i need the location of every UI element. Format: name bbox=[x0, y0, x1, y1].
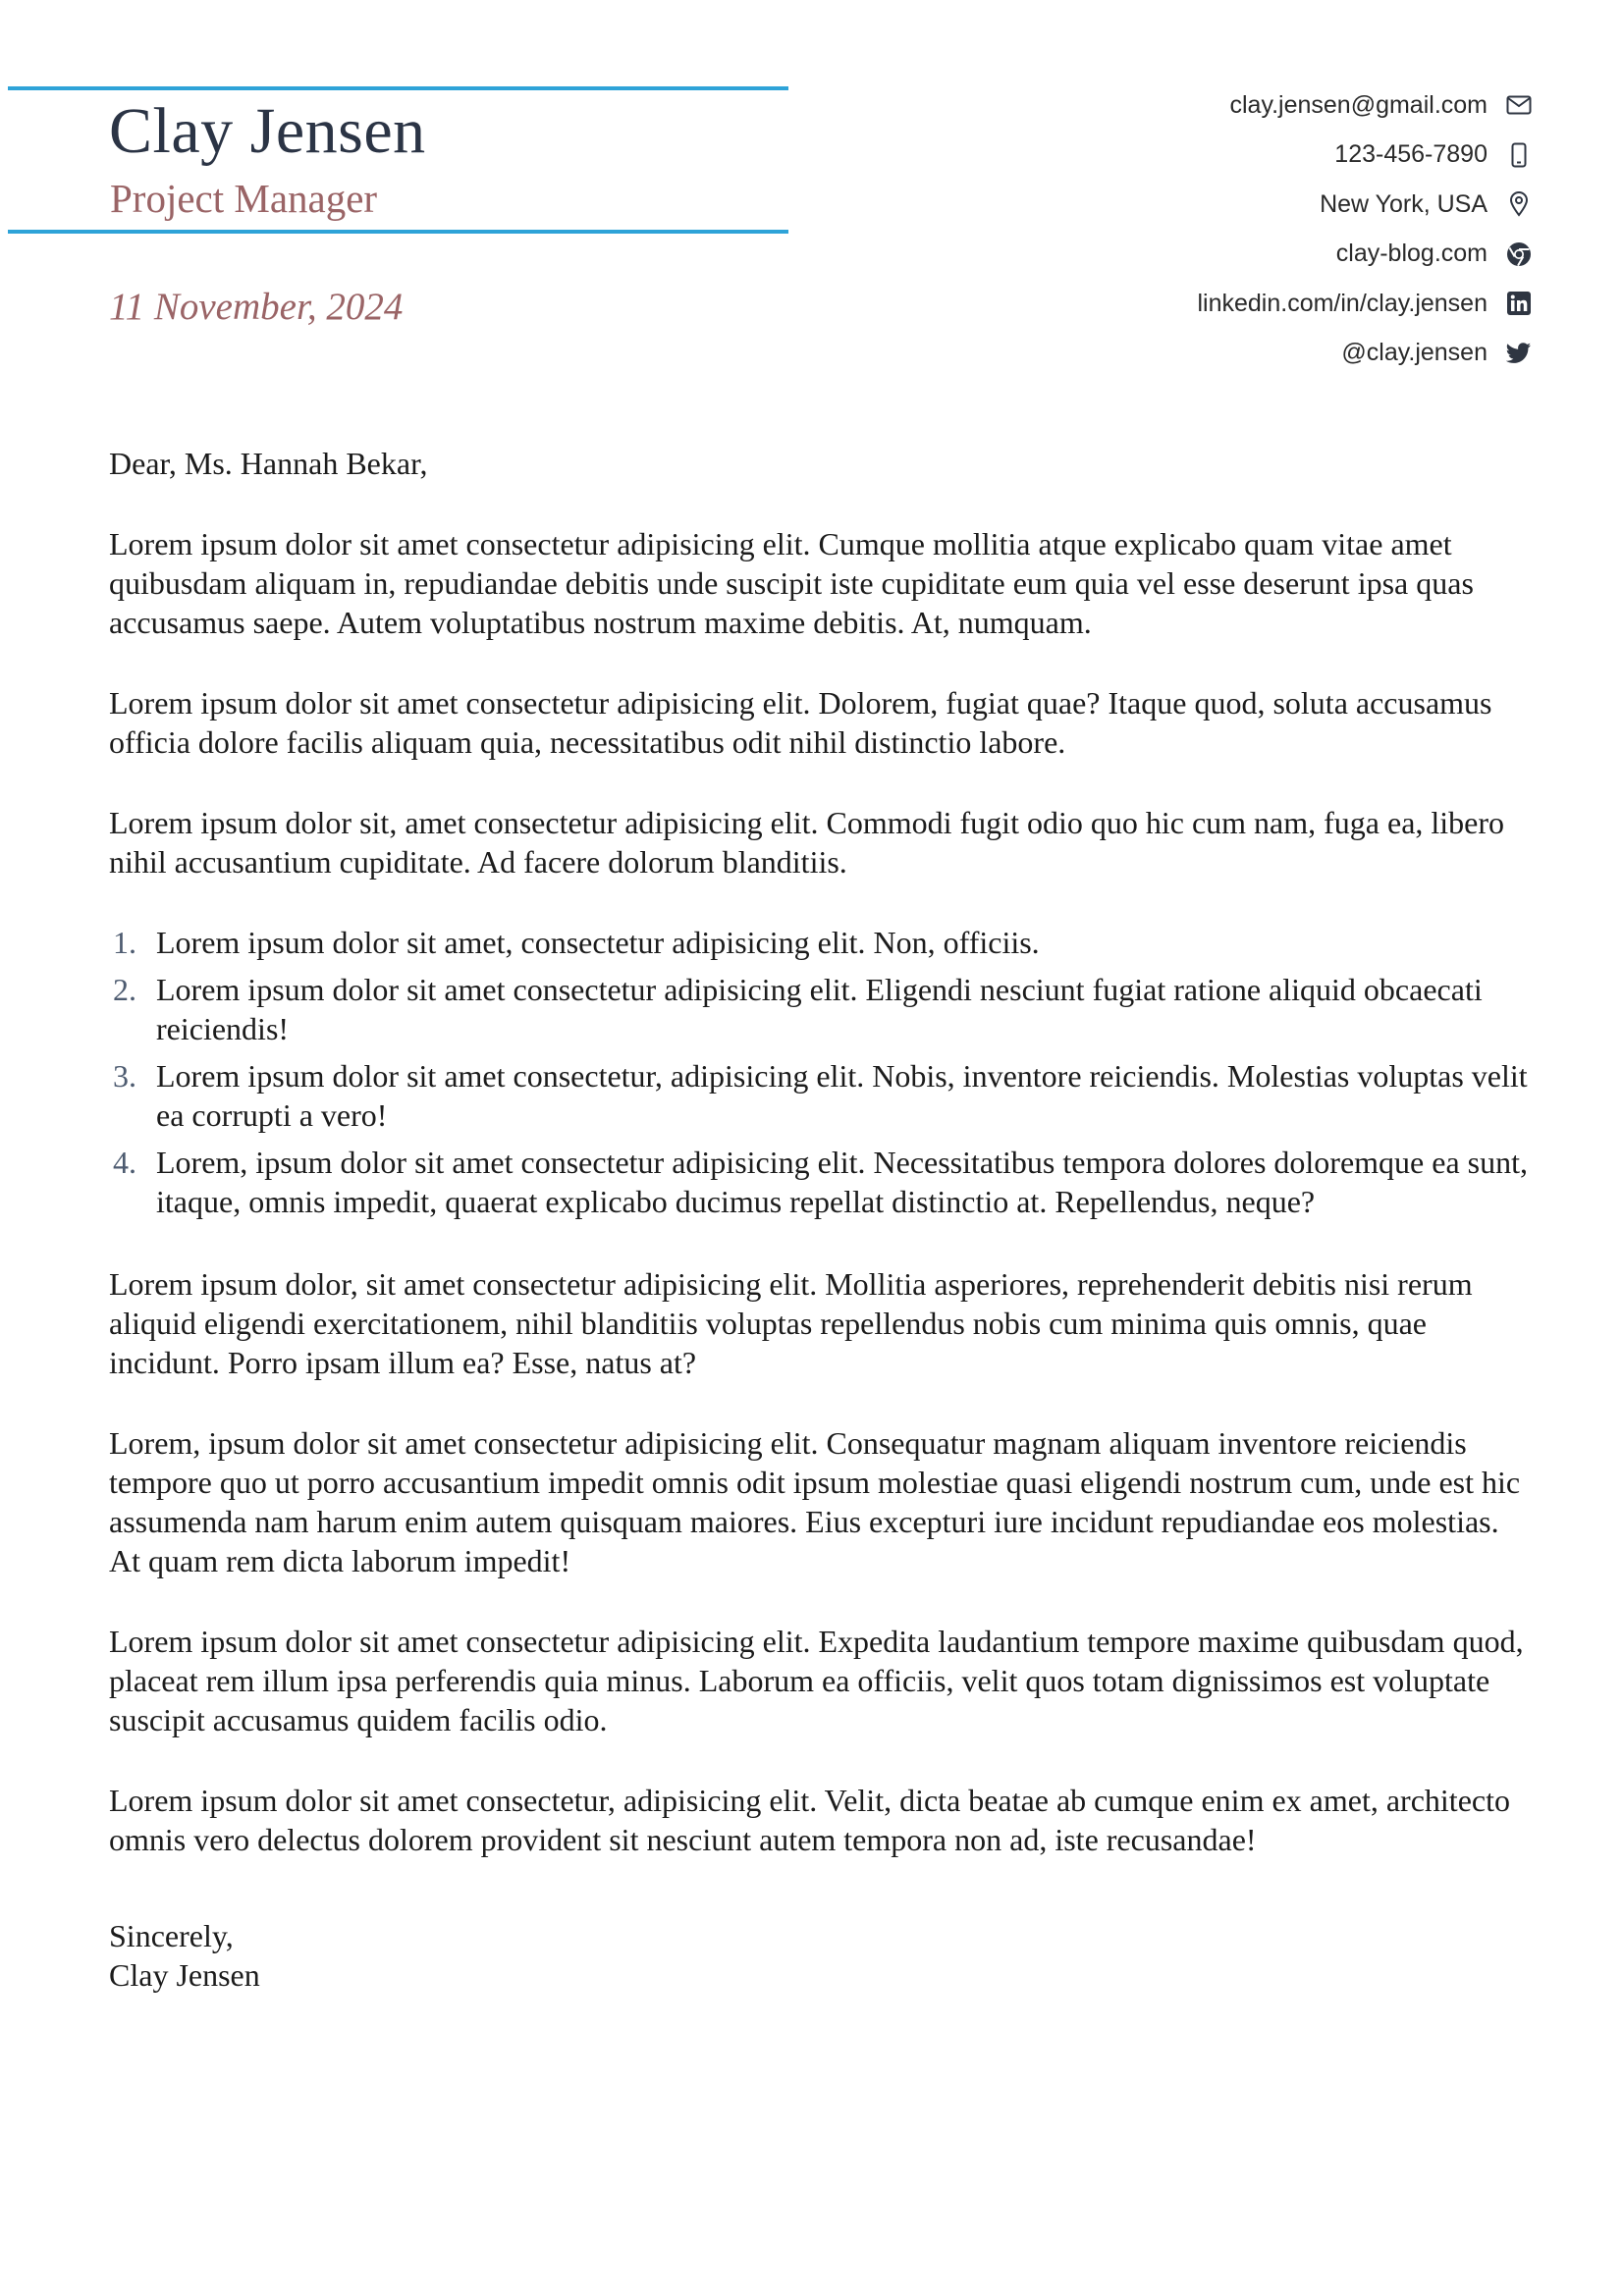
intro-paragraph-2: Lorem ipsum dolor sit amet consectetur adipisicing elit. Dolorem, fugiat quae? Itaque quod, soluta accusamus officia dolore facilis aliquam quia, necessitatibus odit nihil distinctio labore. bbox=[109, 685, 1492, 760]
phone-icon bbox=[1505, 141, 1533, 169]
contact-linkedin-text: linkedin.com/in/clay.jensen bbox=[1197, 289, 1488, 317]
location-pin-icon bbox=[1505, 190, 1533, 218]
list-item bbox=[109, 1056, 1528, 1135]
list-item bbox=[109, 923, 1528, 962]
closing-block bbox=[109, 1916, 1528, 1995]
contact-email-text: clay.jensen@gmail.com bbox=[1229, 90, 1488, 119]
list-item-number: 1. bbox=[113, 925, 136, 960]
contact-twitter-text: @clay.jensen bbox=[1341, 339, 1488, 367]
contact-location bbox=[924, 180, 1533, 230]
chrome-icon bbox=[1505, 240, 1533, 268]
contact-phone-text: 123-456-7890 bbox=[1334, 140, 1488, 169]
contact-location-text: New York, USA bbox=[1320, 189, 1488, 218]
header-bottom-rule bbox=[8, 230, 788, 234]
list-item-number: 4. bbox=[113, 1145, 136, 1180]
salutation: Dear, Ms. Hannah Bekar, bbox=[109, 446, 428, 481]
contact-website[interactable] bbox=[924, 230, 1533, 280]
list-item bbox=[109, 1143, 1528, 1221]
list-item-text: Lorem ipsum dolor sit amet, consectetur adipisicing elit. Non, officiis. bbox=[156, 925, 1040, 960]
contact-list bbox=[924, 80, 1533, 378]
list-item-text: Lorem, ipsum dolor sit amet consectetur adipisicing elit. Necessitatibus tempora dolores doloremque ea sunt, itaque, omnis impedit, quaerat explicabo ducimus repellat distinctio at. Repellendus, neque? bbox=[156, 1145, 1528, 1219]
letter-date: 11 November, 2024 bbox=[109, 286, 404, 328]
contact-phone[interactable] bbox=[924, 131, 1533, 181]
closing-phrase: Sincerely, bbox=[109, 1918, 234, 1953]
applicant-name: Clay Jensen bbox=[109, 95, 426, 167]
intro-paragraph-3: Lorem ipsum dolor sit, amet consectetur adipisicing elit. Commodi fugit odio quo hic cum nam, fuga ea, libero nihil accusantium cupiditate. Ad facere dolorum blanditiis. bbox=[109, 805, 1505, 880]
list-item bbox=[109, 970, 1528, 1048]
list-item-text: Lorem ipsum dolor sit amet consectetur, adipisicing elit. Nobis, inventore reiciendis. Molestias voluptas velit ea corrupti a vero! bbox=[156, 1058, 1528, 1133]
list-item-text: Lorem ipsum dolor sit amet consectetur adipisicing elit. Eligendi nesciunt fugiat ratione aliquid obcaecati reiciendis! bbox=[156, 972, 1483, 1046]
contact-linkedin[interactable] bbox=[924, 279, 1533, 329]
contact-twitter[interactable] bbox=[924, 329, 1533, 379]
contact-email[interactable] bbox=[924, 80, 1533, 131]
contact-website-text: clay-blog.com bbox=[1335, 240, 1488, 268]
list-item-number: 3. bbox=[113, 1058, 136, 1094]
body-paragraph-3: Lorem ipsum dolor sit amet consectetur adipisicing elit. Expedita laudantium tempore maxime quibusdam quod, placeat rem illum ipsa perferendis quia minus. Laborum ea officiis, velit quos totam dignissimos est voluptate suscipit accusamus quidem facilis odio. bbox=[109, 1624, 1524, 1737]
letter-body bbox=[109, 444, 1528, 1995]
body-paragraph-1: Lorem ipsum dolor, sit amet consectetur adipisicing elit. Mollitia asperiores, reprehenderit debitis nisi rerum aliquid eligendi exercitationem, nihil blanditiis voluptas repellendus nobis cum minima quis omnis, quae incidunt. Porro ipsam illum ea? Esse, natus at? bbox=[109, 1266, 1473, 1380]
body-paragraph-4: Lorem ipsum dolor sit amet consectetur, adipisicing elit. Velit, dicta beatae ab cumque enim ex amet, architecto omnis vero delectus dolorem provident sit nesciunt autem tempora non ad, iste recusandae! bbox=[109, 1783, 1510, 1857]
header-top-rule bbox=[8, 86, 788, 90]
intro-paragraph-1: Lorem ipsum dolor sit amet consectetur adipisicing elit. Cumque mollitia atque explicabo quam vitae amet quibusdam aliquam in, repudiandae debitis unde suscipit iste cupiditate eum quia vel esse deserunt ipsa quas accusamus saepe. Autem voluptatibus nostrum maxime debitis. At, numquam. bbox=[109, 526, 1474, 640]
applicant-title: Project Manager bbox=[110, 176, 378, 221]
list-item-number: 2. bbox=[113, 972, 136, 1007]
numbered-list bbox=[109, 923, 1528, 1221]
body-paragraph-2: Lorem, ipsum dolor sit amet consectetur adipisicing elit. Consequatur magnam aliquam inventore reiciendis tempore quo ut porro accusantium impedit omnis odit ipsum molestiae quasi eligendi nostrum cum, unde est hic assumenda nam harum enim autem quisquam maiores. Eius excepturi iure incidunt repudiandae eos molestias. At quam rem dicta laborum impedit! bbox=[109, 1425, 1521, 1578]
twitter-icon bbox=[1505, 340, 1533, 367]
signature-name: Clay Jensen bbox=[109, 1957, 260, 1993]
linkedin-icon bbox=[1505, 290, 1533, 317]
envelope-icon bbox=[1505, 91, 1533, 119]
